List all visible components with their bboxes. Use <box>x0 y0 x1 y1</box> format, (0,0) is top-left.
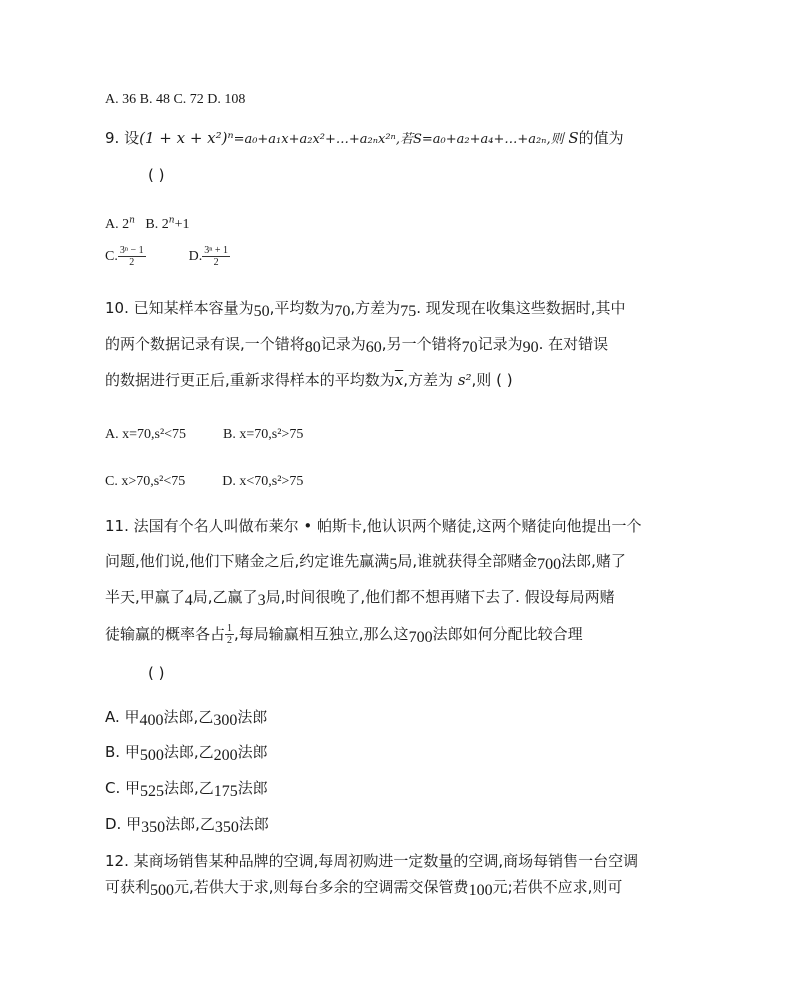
q10-options-cd <box>105 472 303 492</box>
one-half-fraction: $\frac{1}{2}$ <box>227 623 233 646</box>
q9-prefix: 9. 设 <box>105 129 140 147</box>
q9-options-ab <box>105 210 189 235</box>
q10-line3: 的数据进行更正后,重新求得样本的平均数为$\overline{x}$,方差为 s²,则 ( ) <box>105 371 513 389</box>
q9-expansion: =a₀+a₁x+a₂x²+…+a₂ₙx²ⁿ,若 <box>233 132 413 147</box>
q10-line1: 10. 已知某样本容量为50,平均数为70,方差为75. 现发现在收集这些数据时,其中 <box>105 299 626 320</box>
x-bar: $\overline{x}$ <box>394 371 404 389</box>
q11-line1: 11. 法国有个名人叫做布莱尔 • 帕斯卡,他认识两个赌徒,这两个赌徒向他提出一个 <box>105 517 642 535</box>
q10-line2: 的两个数据记录有误,一个错将80记录为60,另一个错将70记录为90. 在对错误 <box>105 335 609 356</box>
q8-options: A. 36 B. 48 C. 72 D. 108 <box>105 92 246 107</box>
q9-options-cd <box>105 245 230 268</box>
q12-line1: 12. 某商场销售某种品牌的空调,每周初购进一定数量的空调,商场每销售一台空调 <box>105 852 639 870</box>
q10-option-d: D. x<70,s²>75 <box>222 474 304 489</box>
q10-option-b: B. x=70,s²>75 <box>223 427 304 442</box>
q11-line3: 半天,甲赢了4局,乙赢了3局,时间很晚了,他们都不想再赌下去了. 假设每局两赌 <box>105 588 615 609</box>
q9-option-c: C. $\frac{\text{3ⁿ − 1}}{2}$ <box>105 245 144 268</box>
q9-expr: (1 + x + x²)ⁿ <box>139 129 234 147</box>
q9-s-var: S <box>568 129 579 147</box>
q11-line2: 问题,他们说,他们下赌金之后,约定谁先赢满5局,谁就获得全部赌金700法郎,赌了 <box>105 552 626 573</box>
q10-option-a: A. x=70,s²<75 <box>105 427 187 442</box>
q9-option-b: B. $2^n+1$ <box>145 215 190 232</box>
q9-s-def: S=a₀+a₂+a₄+…+a₂ₙ,则 <box>412 132 564 147</box>
q10-options-ab <box>105 425 303 445</box>
q11-answer-bracket: ( ) <box>148 664 165 682</box>
q11-option-c: C. 甲525法郎,乙175法郎 <box>105 779 268 800</box>
q9-stem <box>105 128 624 150</box>
q11-option-d: D. 甲350法郎,乙350法郎 <box>105 815 269 836</box>
q11-option-a: A. 甲400法郎,乙300法郎 <box>105 708 268 729</box>
q11-option-b: B. 甲500法郎,乙200法郎 <box>105 743 268 764</box>
q9-option-a: A. 2$^n$ <box>105 215 135 232</box>
q10-option-c: C. x>70,s²<75 <box>105 474 186 489</box>
q9-answer-bracket: ( ) <box>148 166 165 184</box>
q12-line2: 可获利500元,若供大于求,则每台多余的空调需交保管费100元;若供不应求,则可 <box>105 878 623 899</box>
q11-line4: 徒输赢的概率各占 $\frac{1}{2}$ ,每局输赢相互独立,那么这700法郎如何分配比较合理 <box>105 623 583 646</box>
q9-option-d: D. $\frac{\text{3ⁿ + 1}}{2}$ <box>188 245 229 268</box>
q9-suffix: 的值为 <box>578 129 624 147</box>
